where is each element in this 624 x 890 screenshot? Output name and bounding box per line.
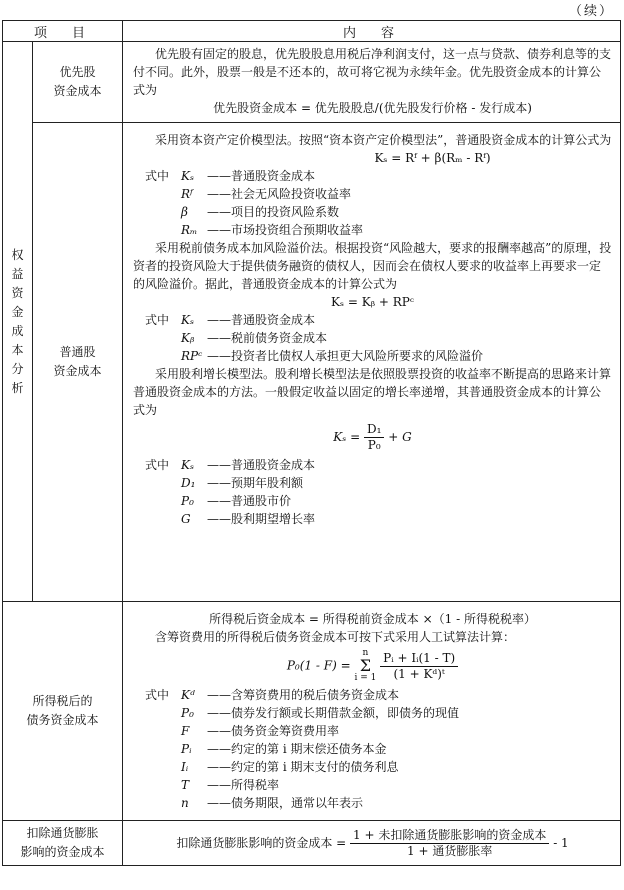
definition-text: ——市场投资组合预期收益率 [207,223,364,237]
risk-premium-text: 采用税前债务成本加风险溢价法。根据投资“风险越大，要求的报酬率越高”的原理，投资者的投资风险大于提供债务融资的债权人，因而会在债权人要求的收益率上再要求一定的风险溢价。据此，普通股资金成本的计算公式为 [133,241,612,291]
definition-text: ——股利期望增长率 [207,512,316,526]
definition-text: ——预期年股利额 [207,476,304,490]
definition-symbol: Kᵈ [181,688,195,702]
definition-row [145,203,612,221]
label-preferred [33,42,123,123]
category-char: 权 [11,247,24,262]
aftertax-text: 含筹资费用的所得税后债务资金成本可按下式采用人工试算法计算： [155,630,516,644]
defs-prefix [145,185,173,203]
defs-prefix [145,203,173,221]
definition-symbol: P₀ [181,494,194,508]
definition-symbol: P₀ [181,706,194,720]
label-line: 优先股 [59,65,96,79]
defs-prefix: 式中 [145,688,170,702]
defs-prefix [145,221,173,239]
formula-lhs: P₀(1 - F) = [286,658,351,673]
definition-row [145,758,612,776]
definition-row [145,329,612,347]
content-common [123,123,621,602]
definition-text: ——债券发行额或长期借款金额，即债务的现值 [207,706,460,720]
content-inflation [123,821,621,866]
table-header [3,21,621,42]
defs-prefix [145,347,173,365]
definition-row [145,474,612,492]
formula-rhs: - 1 [553,836,569,850]
inflation-formula [133,828,612,859]
definition-row [145,311,612,329]
definition-row [145,776,612,794]
definition-symbol: T [181,778,190,792]
row-common [3,123,621,602]
row-preferred [3,42,621,123]
definition-symbol: Iᵢ [181,760,189,774]
fraction-denominator: 1 + 通货膨胀率 [407,844,493,858]
fraction-denominator: P₀ [367,438,381,452]
formula-fraction [350,828,549,859]
definition-text: ——含筹资费用的税后债务资金成本 [207,688,400,702]
cost-of-capital-table [2,20,621,866]
definition-row [145,456,612,474]
defs-prefix [145,329,173,347]
defs-prefix [145,722,173,740]
risk-premium-defs [133,311,612,365]
capm-defs [133,167,612,239]
label-line: 债务资金成本 [26,713,99,727]
definition-symbol: Rᶠ [181,187,193,201]
fraction-numerator: Pᵢ + Iᵢ(1 - T) [380,651,458,667]
defs-prefix [145,740,173,758]
formula-fraction [380,651,458,682]
definition-symbol: Kₛ [181,458,195,472]
content-preferred [123,42,621,123]
continued-label: （续） [568,4,614,19]
definition-row [145,510,612,528]
fraction-denominator: (1 + Kᵈ)ᵗ [393,666,445,681]
definition-text: ——约定的第 i 期末偿还债务本金 [207,742,387,756]
label-line: 普通股 [59,345,96,359]
category-char: 析 [11,380,24,395]
header-content: 内 容 [123,21,621,42]
definition-row [145,740,612,758]
pref-text: 优先股有固定的股息，优先股股息用税后净利润支付，这一点与贷款、债券利息等的支付不同。此外，股票一般是不还本的，故可将它视为永续年金。优先股资金成本的计算公式为 [133,47,612,97]
pref-formula: 优先股资金成本 = 优先股股息/(优先股发行价格 - 发行成本) [213,101,532,115]
sum-lower: i = 1 [354,673,377,683]
formula-fraction [364,422,384,453]
definition-text: ——社会无风险投资收益率 [207,187,352,201]
formula-lhs: Kₛ = [333,430,361,444]
summation-symbol: n Σ i = 1 [354,648,377,683]
defs-prefix: 式中 [145,169,170,183]
definition-row [145,704,612,722]
definition-symbol: Kᵦ [181,331,195,345]
dividend-growth-defs [133,456,612,528]
definition-symbol: n [181,796,189,810]
definition-row [145,794,612,812]
definition-text: ——债务期限，通常以年表示 [207,796,364,810]
defs-prefix [145,704,173,722]
definition-symbol: β [181,205,188,219]
category-char: 本 [11,342,24,357]
definition-text: ——普通股市价 [207,494,292,508]
category-char: 金 [11,304,24,319]
defs-prefix [145,776,173,794]
definition-text: ——债务资金筹资费用率 [207,724,340,738]
capm-text: 采用资本资产定价模型法。按照“资本资产定价模型法”，普通股资金成本的计算公式为 [155,133,612,147]
definition-symbol: Pᵢ [181,742,192,756]
definition-symbol: RPᶜ [181,349,203,363]
definition-symbol: Kₛ [181,169,195,183]
dividend-growth-text: 采用股利增长模型法。股利增长模型法是依照股票投资的收益率不断提高的思路来计算普通股资金成本的方法。一般假定收益以固定的增长率递增，其普通股资金成本的计算公式为 [133,367,612,417]
fraction-numerator: D₁ [364,422,384,438]
aftertax-trial-formula [133,649,612,683]
category-char: 资 [11,285,24,300]
label-line: 资金成本 [53,84,102,98]
label-aftertax [3,602,123,821]
aftertax-formula: 所得税后资金成本 = 所得税前资金成本 ×（1 - 所得税税率） [209,612,536,626]
definition-text: ——项目的投资风险系数 [207,205,340,219]
definition-text: ——普通股资金成本 [207,169,316,183]
category-char: 益 [11,266,24,281]
category-equity [3,42,33,602]
label-line: 所得税后的 [32,694,93,708]
dividend-growth-formula [133,422,612,453]
definition-text: ——约定的第 i 期末支付的债务利息 [207,760,399,774]
defs-prefix [145,492,173,510]
definition-row [145,722,612,740]
content-aftertax [123,602,621,821]
label-line: 资金成本 [53,364,102,378]
definition-row [145,492,612,510]
defs-prefix: 式中 [145,313,170,327]
defs-prefix: 式中 [145,458,170,472]
definition-text: ——投资者比债权人承担更大风险所要求的风险溢价 [207,349,484,363]
header-item: 项 目 [3,21,123,42]
defs-prefix [145,474,173,492]
formula-lhs: 扣除通货膨胀影响的资金成本 = [176,836,347,850]
defs-prefix [145,510,173,528]
definition-symbol: Kₛ [181,313,195,327]
definition-row [145,185,612,203]
defs-prefix [145,758,173,776]
risk-premium-formula: Kₛ = Kᵦ + RPᶜ [331,295,414,309]
fraction-numerator: 1 + 未扣除通货膨胀影响的资金成本 [350,828,549,844]
capm-formula: Kₛ = Rᶠ + β(Rₘ - Rᶠ) [374,151,491,165]
definition-row [145,686,612,704]
definition-symbol: F [181,724,190,738]
category-char: 分 [11,361,24,376]
category-char: 成 [11,323,24,338]
definition-row [145,347,612,365]
sum-upper: n [362,648,369,658]
aftertax-defs [133,686,612,812]
definition-row [145,167,612,185]
definition-symbol: D₁ [181,476,196,490]
definition-text: ——普通股资金成本 [207,313,316,327]
label-common [33,123,123,602]
definition-symbol: G [181,512,191,526]
formula-rhs: + G [388,430,412,444]
row-inflation [3,821,621,866]
row-aftertax [3,602,621,821]
definition-text: ——普通股资金成本 [207,458,316,472]
label-inflation [3,821,123,866]
definition-text: ——税前债务资金成本 [207,331,328,345]
label-line: 影响的资金成本 [20,845,105,859]
definition-row [145,221,612,239]
definition-text: ——所得税率 [207,778,280,792]
label-line: 扣除通货膨胀 [26,826,99,840]
defs-prefix [145,794,173,812]
definition-symbol: Rₘ [181,223,198,237]
